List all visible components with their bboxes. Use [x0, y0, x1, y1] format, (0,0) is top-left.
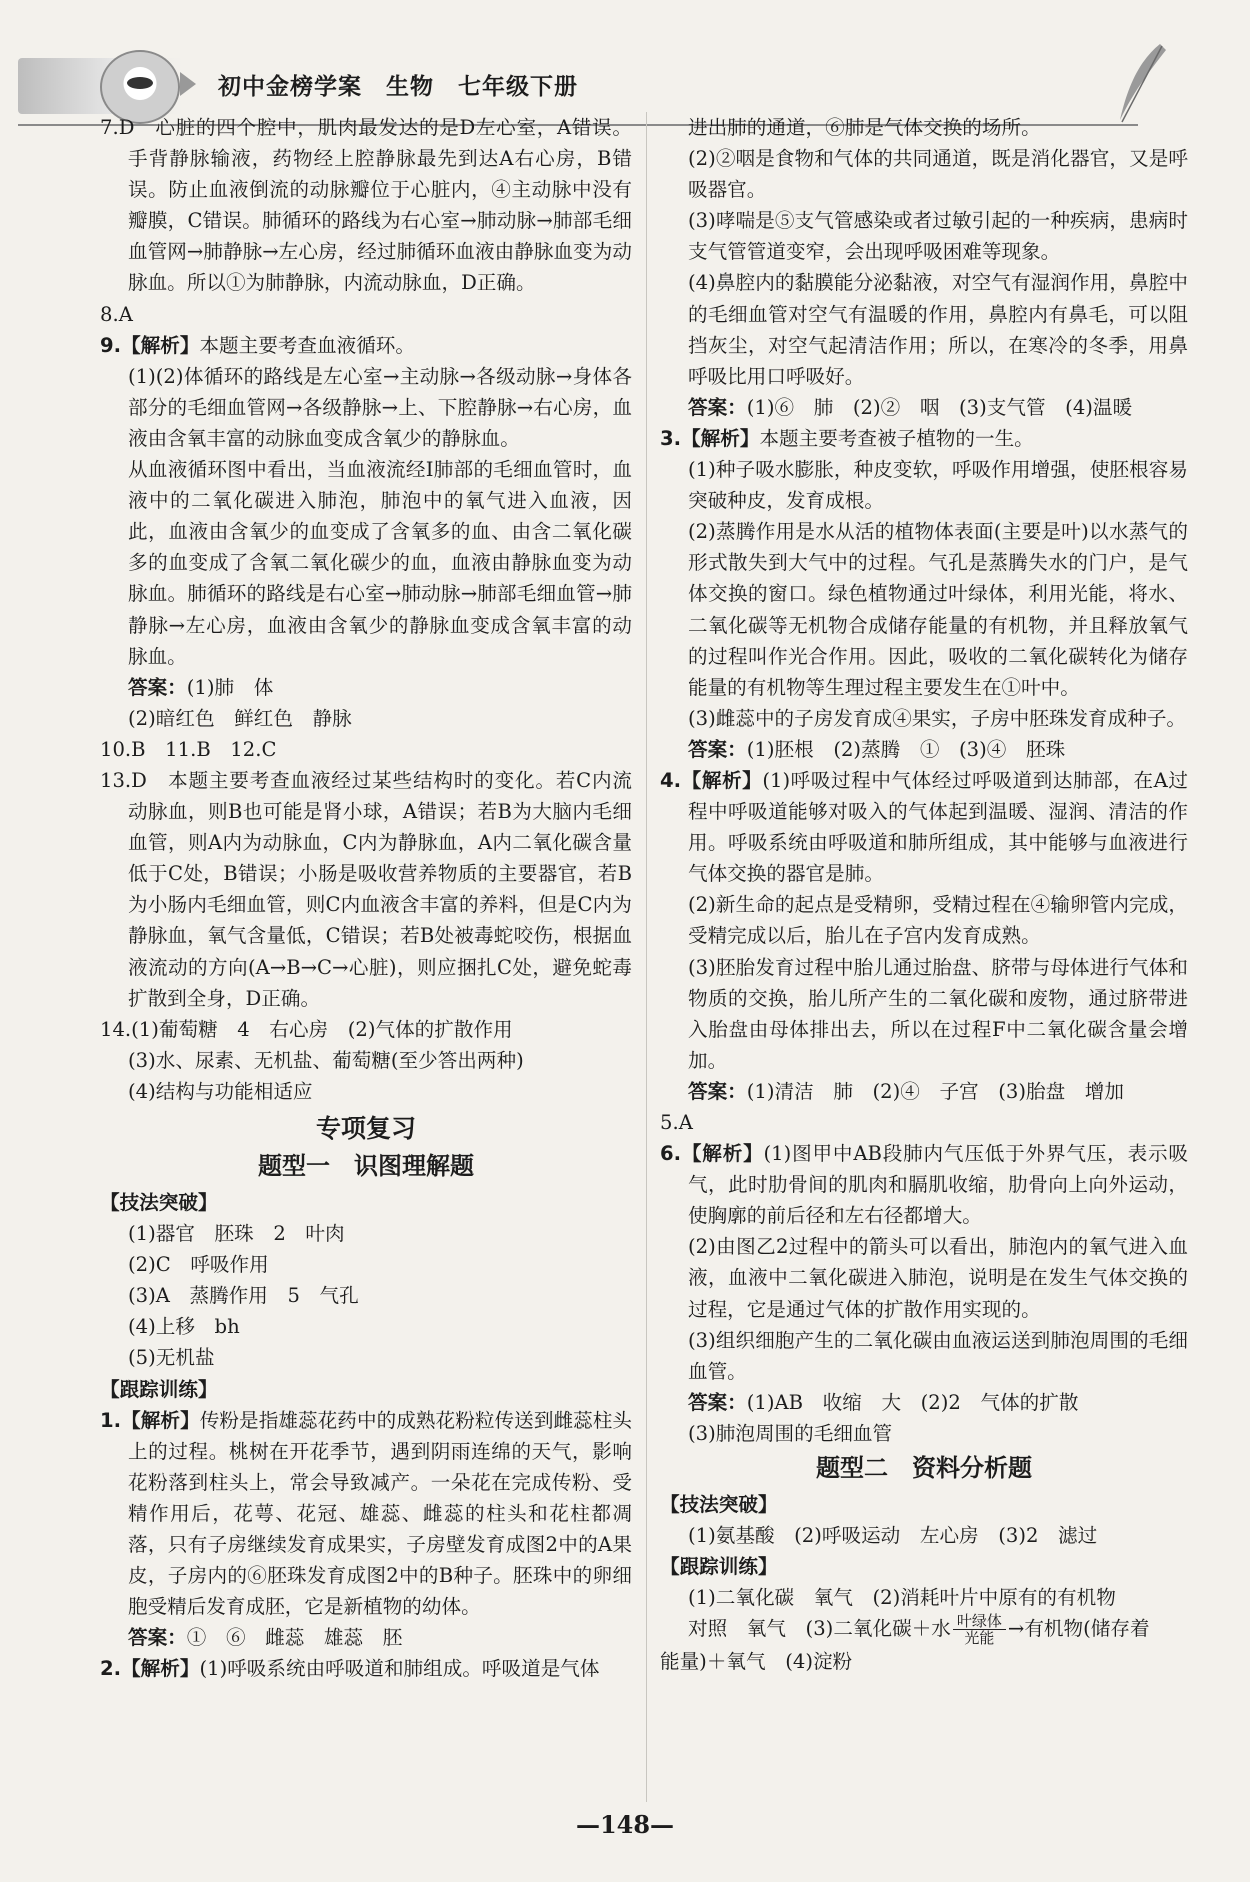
text-paragraph: (3)A 蒸腾作用 5 气孔	[128, 1284, 359, 1308]
analysis-paragraph	[660, 765, 1188, 889]
equation-pre: 对照 氧气 (3)二氧化碳＋水	[688, 1617, 951, 1641]
text-paragraph: 进出肺的通道，⑥肺是气体交换的场所。	[688, 116, 1041, 139]
answer-line	[660, 1387, 1188, 1418]
text-paragraph: 13.D 本题主要考查血液经过某些结构时的变化。若C内流动脉血，则B也可能是肾小球，A错误；若B为大脑内毛细血管，则A内为动脉血，C内为静脉血，A内二氧化碳含量低于C处，B错误；小肠是吸收营养物质的主要器官，若B为小肠内毛细血管，则C内血液含丰富的养料，但是C内为静脉血，氧气含量低，C错误；若B处被毒蛇咬伤，根据血液流动的方向(A→B→C→心脏)，则应捆扎C处，避免蛇毒扩散到全身，D正确。	[100, 768, 632, 1010]
analysis-label: 9.【解析】	[100, 333, 200, 357]
analysis-paragraph	[100, 1405, 632, 1623]
arrow-condition-top: 叶绿体	[953, 1613, 1006, 1630]
equation-continuation: 能量)＋氧气 (4)淀粉	[660, 1650, 853, 1674]
text-paragraph: 5.A	[660, 1111, 693, 1134]
equation-post: 有机物(储存着	[1024, 1617, 1150, 1641]
text-paragraph: (2)蒸腾作用是水从活的植物体表面(主要是叶)以水蒸气的形式散失到大气中的过程。气孔是蒸腾失水的门户，是气体交换的窗口。绿色植物通过叶绿体，利用光能，将水、二氧化碳等无机物合成储存能量的有机物，并且释放氧气的过程叫作光合作用。因此，吸收的二氧化碳转化为储存能量的有机物等生理过程主要发生在①叶中。	[688, 520, 1188, 699]
text-paragraph: (3)胚胎发育过程中胎儿通过胎盘、脐带与母体进行气体和物质的交换，胎儿所产生的二氧化碳和废物，通过脐带进入胎盘由母体排出去，所以在过程F中二氧化碳含量会增加。	[688, 955, 1188, 1072]
equation-line	[660, 1613, 1188, 1646]
answer-label: 答案：	[688, 1079, 747, 1103]
column-divider	[646, 112, 647, 1802]
analysis-label: 6.【解析】	[660, 1142, 764, 1166]
text-paragraph: 8.A	[100, 302, 133, 326]
paragraph-text: (1)胚根 (2)蒸腾 ① (3)④ 胚珠	[746, 737, 1066, 761]
text-paragraph: (2)C 呼吸作用	[128, 1253, 269, 1277]
text-paragraph: (3)组织细胞产生的二氧化碳由血液运送到肺泡周围的毛细血管。	[688, 1328, 1188, 1383]
text-paragraph: (1)二氧化碳 氧气 (2)消耗叶片中原有的有机物	[688, 1586, 1116, 1610]
book-title: 初中金榜学案 生物 七年级下册	[218, 74, 578, 100]
text-paragraph: (2)由图乙2过程中的箭头可以看出，肺泡内的氧气进入血液，血液中二氧化碳进入肺泡，说明是在发生气体交换的过程，它是通过气体的扩散作用实现的。	[688, 1235, 1188, 1321]
text-paragraph: (2)新生命的起点是受精卵，受精过程在④输卵管内完成，受精完成以后，胎儿在子宫内发育成熟。	[688, 893, 1188, 948]
section-title: 专项复习	[315, 1114, 416, 1143]
answer-label: 答案：	[128, 675, 187, 699]
answer-line	[660, 392, 1188, 423]
analysis-paragraph	[100, 1653, 632, 1684]
analysis-label: 4.【解析】	[660, 768, 763, 792]
paragraph-text: 传粉是指雄蕊花药中的成熟花粉粒传送到雌蕊柱头上的过程。桃树在开花季节，遇到阴雨连绵的天气，影响花粉落到柱头上，常会导致减产。一朵花在完成传粉、受精作用后，花萼、花冠、雄蕊、雌蕊的柱头和花柱都凋落，只有子房继续发育成果实，子房壁发育成图2中的A果皮，子房内的⑥胚珠发育成图2中的B种子。胚珠中的卵细胞受精后发育成胚，它是新植物的幼体。	[128, 1408, 633, 1619]
answer-line	[660, 734, 1188, 765]
answer-line	[100, 672, 632, 703]
answer-line	[660, 1076, 1188, 1107]
analysis-label: 2.【解析】	[100, 1657, 200, 1681]
section-label: 【技法突破】	[100, 1191, 218, 1214]
subsection-title: 题型一 识图理解题	[258, 1152, 474, 1180]
text-paragraph: (1)(2)体循环的路线是左心室→主动脉→各级动脉→身体各部分的毛细血管网→各级静脉→上、下腔静脉→右心房，血液由含氧丰富的动脉血变成含氧少的静脉血。	[128, 364, 632, 450]
text-paragraph: (4)鼻腔内的黏膜能分泌黏液，对空气有湿润作用，鼻腔中的毛细血管对空气有温暖的作用，鼻腔内有鼻毛，可以阻挡灰尘，对空气起清洁作用；所以，在寒冷的冬季，用鼻呼吸比用口呼吸好。	[688, 271, 1188, 388]
paragraph-text: 本题主要考查被子植物的一生。	[759, 426, 1034, 450]
text-paragraph: 从血液循环图中看出，当血液流经Ⅰ肺部的毛细血管时，血液中的二氧化碳进入肺泡，肺泡中的氧气进入血液，因此，血液由含氧少的血变成了含氧多的血、由含二氧化碳多的血变成了含氧二氧化碳少的血，血液由静脉血变为动脉血。肺循环的路线是右心室→肺动脉→肺部毛细血管→肺静脉→左心房，血液由含氧少的静脉血变成含氧丰富的动脉血。	[128, 458, 632, 668]
text-paragraph: (4)上移 bh	[128, 1315, 240, 1339]
page-number: —148—	[575, 1810, 675, 1839]
paragraph-text: (1)呼吸系统由呼吸道和肺组成。呼吸道是气体	[199, 1657, 600, 1681]
analysis-paragraph	[660, 1138, 1188, 1231]
paragraph-text: (1)图甲中AB段肺内气压低于外界气压，表示吸气，此时肋骨间的肌肉和膈肌收缩，肋骨向上向外运动，使胸廓的前后径和左右径都增大。	[688, 1142, 1188, 1228]
text-paragraph: (3)水、尿素、无机盐、葡萄糖(至少答出两种)	[128, 1048, 524, 1072]
text-paragraph: 7.D 心脏的四个腔中，肌肉最发达的是D左心室，A错误。手背静脉输液，药物经上腔静脉最先到达A右心房，B错误。防止血液倒流的动脉瓣位于心脏内，④主动脉中没有瓣膜，C错误。肺循环的路线为右心室→肺动脉→肺部毛细血管网→肺静脉→左心房，经过肺循环血液由静脉血变为动脉血。所以①为肺静脉，内流动脉血，D正确。	[100, 116, 632, 295]
arrow-condition-bottom: 光能	[964, 1629, 995, 1648]
section-label: 【技法突破】	[660, 1493, 778, 1517]
left-column	[100, 112, 632, 1685]
paragraph-text: (1)⑥ 肺 (2)② 咽 (3)支气管 (4)温暖	[746, 395, 1133, 419]
right-column	[660, 112, 1188, 1678]
analysis-paragraph	[100, 330, 632, 361]
paragraph-text: (1)肺 体	[186, 675, 274, 699]
reaction-arrow	[953, 1613, 1006, 1646]
section-label: 【跟踪训练】	[100, 1377, 218, 1401]
answer-line	[100, 1622, 632, 1653]
text-paragraph: 14.(1)葡萄糖 4 右心房 (2)气体的扩散作用	[100, 1017, 513, 1041]
text-paragraph: (1)种子吸水膨胀，种皮变软，呼吸作用增强，使胚根容易突破种皮，发育成根。	[688, 458, 1188, 513]
paragraph-text: ① ⑥ 雌蕊 雄蕊 胚	[186, 1626, 403, 1650]
text-paragraph: (3)肺泡周围的毛细血管	[688, 1421, 893, 1445]
answer-label: 答案：	[688, 1390, 747, 1414]
text-paragraph: (3)哮喘是⑤支气管感染或者过敏引起的一种疾病，患病时支气管管道变窄，会出现呼吸困难等现象。	[688, 209, 1188, 264]
text-paragraph: (1)氨基酸 (2)呼吸运动 左心房 (3)2 滤过	[688, 1524, 1098, 1548]
paragraph-text: (1)清洁 肺 (2)④ 子宫 (3)胎盘 增加	[746, 1079, 1124, 1103]
analysis-label: 1.【解析】	[100, 1408, 200, 1432]
analysis-paragraph	[660, 423, 1188, 454]
text-paragraph: (4)结构与功能相适应	[128, 1079, 313, 1103]
text-paragraph: 10.B 11.B 12.C	[100, 737, 277, 761]
text-paragraph: (5)无机盐	[128, 1346, 215, 1370]
paragraph-text: 本题主要考查血液循环。	[199, 333, 415, 357]
text-paragraph: (1)器官 胚珠 2 叶肉	[128, 1222, 345, 1246]
subsection-title: 题型二 资料分析题	[816, 1454, 1032, 1483]
text-paragraph: (2)②咽是食物和气体的共同通道，既是消化器官，又是呼吸器官。	[688, 147, 1188, 202]
answer-label: 答案：	[688, 737, 747, 761]
arrow-head-icon: →	[1007, 1617, 1025, 1641]
section-label: 【跟踪训练】	[660, 1555, 778, 1579]
paragraph-text: (1)AB 收缩 大 (2)2 气体的扩散	[746, 1390, 1079, 1414]
answer-label: 答案：	[688, 395, 747, 419]
paragraph-text: (1)呼吸过程中气体经过呼吸道到达肺部，在A过程中呼吸道能够对吸入的气体起到温暖、湿润、清洁的作用。呼吸系统由呼吸道和肺所组成，其中能够与血液进行气体交换的器官是肺。	[688, 768, 1189, 886]
arrow-icon	[180, 72, 196, 96]
answer-label: 答案：	[128, 1626, 187, 1650]
text-paragraph: (2)暗红色 鲜红色 静脉	[128, 706, 352, 730]
text-paragraph: (3)雌蕊中的子房发育成④果实，子房中胚珠发育成种子。	[688, 706, 1187, 730]
analysis-label: 3.【解析】	[660, 426, 760, 450]
